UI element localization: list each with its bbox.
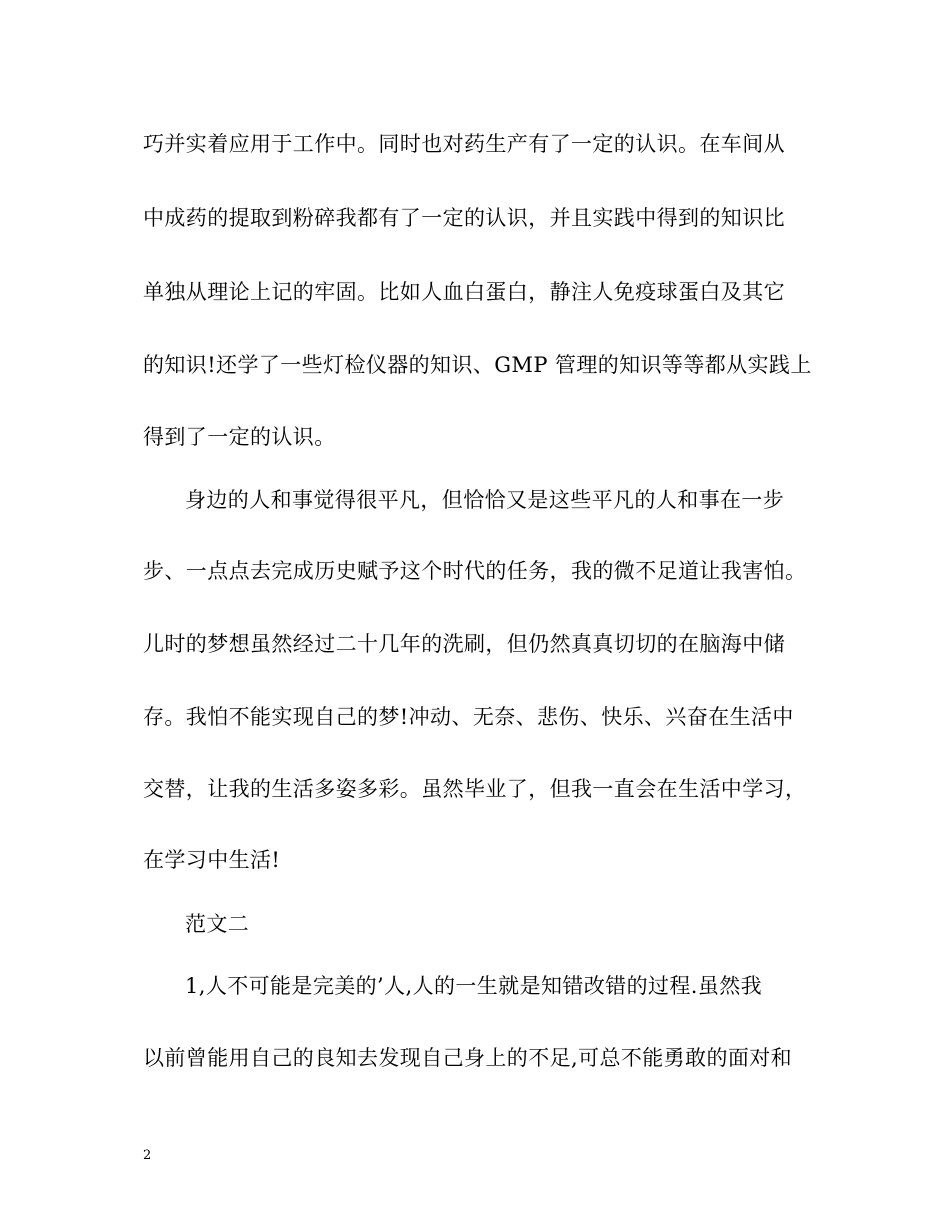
paragraph-first-line: 1,人不可能是完美的’人,人的一生就是知错改错的过程.虽然我 (185, 974, 763, 998)
text-line: 儿时的梦想虽然经过二十几年的洗刷，但仍然真真切切的在脑海中储 (143, 632, 785, 656)
text-line: 单独从理论上记的牢固。比如人血白蛋白，静注人免疫球蛋白及其它 (143, 280, 785, 304)
text-line: 得到了一定的认识。 (143, 425, 336, 449)
text-line: 步、一点点去完成历史赋予这个时代的任务，我的微不足道让我害怕。 (143, 559, 807, 583)
text-line: 在学习中生活! (143, 848, 281, 872)
section-heading: 范文二 (185, 912, 250, 936)
text-line: 存。我怕不能实现自己的梦!冲动、无奈、悲伤、快乐、兴奋在生活中 (143, 705, 794, 729)
paragraph-first-line: 身边的人和事觉得很平凡，但恰恰又是这些平凡的人和事在一步 (185, 488, 785, 512)
text-line: 的知识!还学了一些灯检仪器的知识、GMP 管理的知识等等都从实践上 (143, 353, 812, 377)
text-line: 巧并实着应用于工作中。同时也对药生产有了一定的认识。在车间从 (143, 132, 785, 156)
text-line: 交替，让我的生活多姿多彩。虽然毕业了，但我一直会在生活中学习， (143, 777, 807, 801)
text-line: 以前曾能用自己的良知去发现自己身上的不足,可总不能勇敢的面对和 (143, 1046, 793, 1070)
page-number: 2 (143, 1148, 152, 1163)
text-line: 中成药的提取到粉碎我都有了一定的认识，并且实践中得到的知识比 (143, 206, 785, 230)
